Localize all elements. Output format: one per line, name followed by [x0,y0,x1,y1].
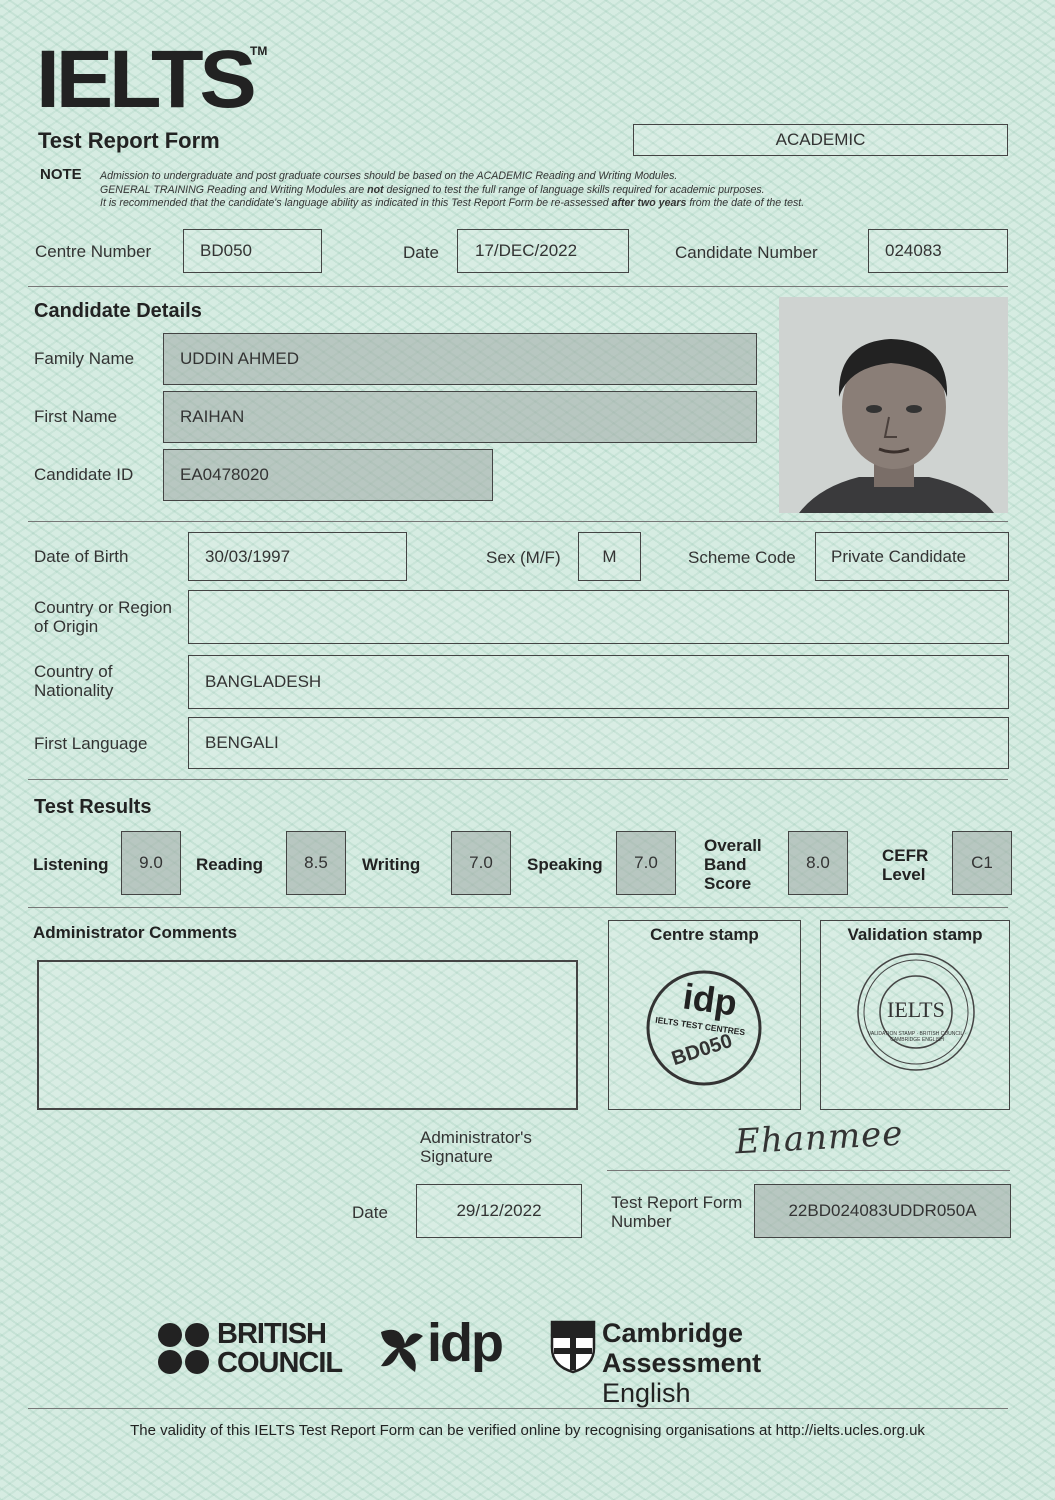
footer-divider [28,1408,1008,1409]
speaking-label: Speaking [527,855,603,874]
idp-logo [375,1313,510,1378]
stamp-centre-code: BD050 [668,1029,735,1071]
idp-text: idp [427,1313,502,1373]
candidate-id-field: EA0478020 [163,449,493,501]
validation-stamp-center: IELTS [887,997,945,1022]
family-name-field: UDDIN AHMED [163,333,757,385]
note-label: NOTE [40,166,82,183]
issue-date-field: 29/12/2022 [416,1184,582,1238]
british-council-dots-icon [157,1322,213,1378]
centre-number-label: Centre Number [35,242,152,261]
trf-number-field: 22BD024083UDDR050A [754,1184,1011,1238]
signature-line [607,1170,1010,1171]
listening-label: Listening [33,855,109,874]
sex-field: M [578,532,641,581]
overall-band-score: 8.0 [788,831,848,895]
scheme-code-label: Scheme Code [688,548,796,567]
idp-swirl-icon [375,1320,427,1376]
candidate-number-label: Candidate Number [675,243,818,262]
note-line-2: GENERAL TRAINING Reading and Writing Modules are not designed to test the full range of language skills required for academic purposes. [100,183,765,196]
form-title: Test Report Form [38,128,220,153]
first-language-label: First Language [34,734,148,753]
test-results-title: Test Results [34,796,152,818]
module-box [633,124,1008,156]
country-origin-label: Country or Region of Origin [34,598,172,636]
issue-date-label: Date [352,1203,388,1222]
admin-comments-box [37,960,578,1110]
first-language-field: BENGALI [188,717,1009,769]
reading-score: 8.5 [286,831,346,895]
centre-stamp-title: Centre stamp [650,925,759,944]
bc-text-1: BRITISH [217,1318,326,1350]
module-value: ACADEMIC [775,130,866,149]
cambridge-text-1: Cambridge Assessment [602,1318,762,1378]
admin-signature: Ehanmee [734,1113,905,1163]
reading-label: Reading [196,855,264,874]
overall-band-label: Overall Band Score [704,836,762,893]
cambridge-shield-icon [550,1320,596,1374]
nationality-label: Country of Nationality [34,662,114,700]
date-label: Date [403,243,439,262]
validation-stamp-ring: VALIDATION STAMP · BRITISH COUNCIL · CAMBRIDGE ENGLISH [867,1031,967,1043]
dob-field: 30/03/1997 [188,532,407,581]
writing-label: Writing [362,855,421,874]
cambridge-text-2: English [602,1378,691,1408]
admin-comments-title: Administrator Comments [33,923,238,942]
centre-number-field: BD050 [183,229,322,273]
validation-stamp-title: Validation stamp [847,925,983,944]
candidate-photo [779,297,1008,513]
candidate-number-field: 024083 [868,229,1008,273]
candidate-id-label: Candidate ID [34,465,134,484]
bc-text-2: COUNCIL [217,1347,343,1379]
divider [28,286,1008,287]
country-origin-field [188,590,1009,644]
note-line-3: It is recommended that the candidate's language ability as indicated in this Test Report Form be re-assessed after two years from the date of the test. [100,197,805,209]
test-date-field: 17/DEC/2022 [457,229,629,273]
stamp-centres-text: IELTS TEST CENTRES [654,1014,746,1038]
validity-text: The validity of this IELTS Test Report Form can be verified online by recognising organisations at http://ielts.ucles.org.uk [130,1422,925,1439]
speaking-score: 7.0 [616,831,676,895]
divider [28,521,1008,522]
divider [28,779,1008,780]
note-text [100,170,930,211]
cefr-level: C1 [952,831,1012,895]
listening-score: 9.0 [121,831,181,895]
stamp-idp-text: idp [680,975,740,1024]
nationality-field: BANGLADESH [188,655,1009,709]
trf-number-label: Test Report Form Number [611,1193,743,1231]
first-name-label: First Name [34,407,118,426]
divider [28,907,1008,908]
family-name-label: Family Name [34,349,135,368]
cambridge-logo [550,1318,890,1408]
ielts-logo: IELTS [36,34,253,125]
cefr-label: CEFR Level [882,846,929,884]
centre-stamp-box [608,920,801,1110]
writing-score: 7.0 [451,831,511,895]
signature-label: Administrator's Signature [420,1128,532,1166]
note-line-1: Admission to undergraduate and post graduate courses should be based on the ACADEMIC Reading and Writing Modules. [100,170,678,182]
validation-stamp-seal [821,953,1011,1103]
scheme-code-field: Private Candidate [815,532,1009,581]
trademark: TM [250,44,268,58]
dob-label: Date of Birth [34,547,129,566]
candidate-details-title: Candidate Details [34,300,202,322]
british-council-logo [157,1318,343,1379]
first-name-field: RAIHAN [163,391,757,443]
validation-stamp-box [820,920,1010,1110]
sex-label: Sex (M/F) [486,548,561,567]
